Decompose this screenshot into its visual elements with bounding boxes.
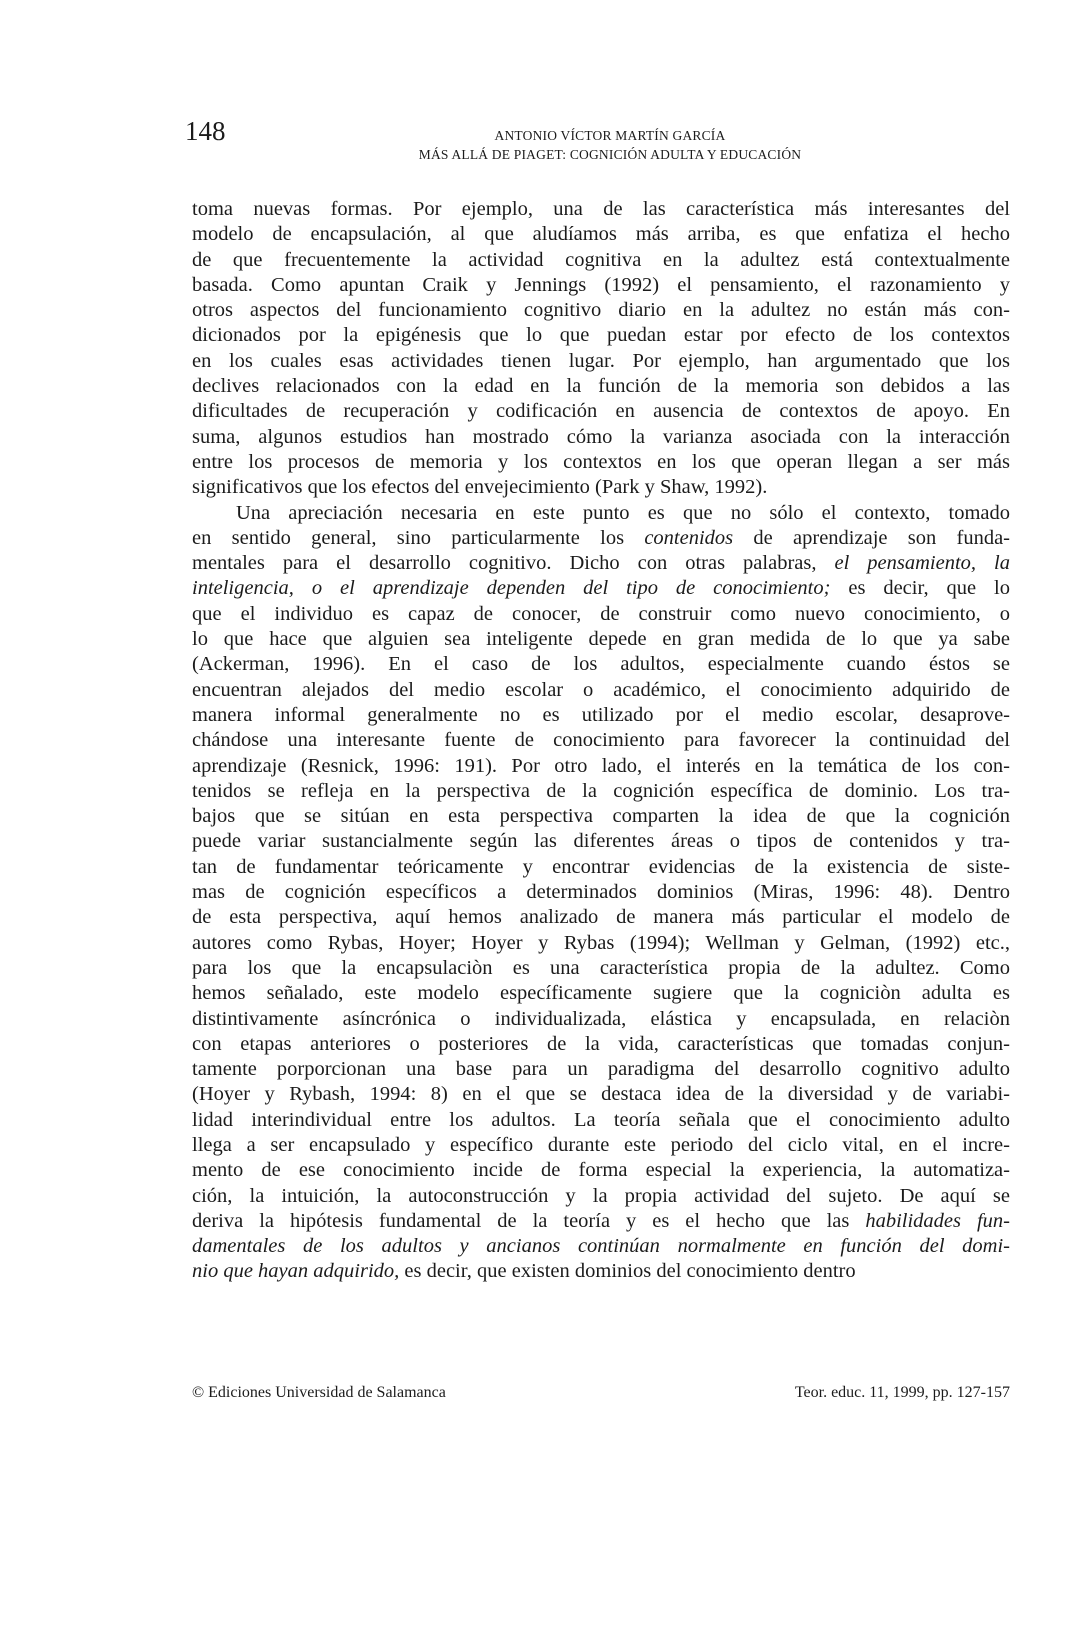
- text-line: [192, 1032, 1010, 1057]
- page-number: 148: [185, 116, 226, 146]
- text-line: [192, 298, 1010, 323]
- footer-publisher: © Ediciones Universidad de Salamanca: [192, 1384, 446, 1401]
- text-segment: significativos que los efectos del envejecimiento (Park y Shaw, 1992).: [192, 476, 768, 499]
- text-segment: es decir, que existen dominios del conocimiento dentro: [399, 1260, 856, 1283]
- text-segment: suma, algunos estudios han mostrado cómo la varianza asociada con la interacción: [192, 425, 1010, 448]
- text-line: [192, 1057, 1010, 1082]
- text-segment: lidad interindividual entre los adultos. La teoría señala que el conocimiento adulto: [192, 1108, 1010, 1131]
- text-line: [192, 678, 1010, 703]
- text-segment: tan de fundamentar teóricamente y encontrar evidencias de la existencia de siste-: [192, 855, 1010, 878]
- text-segment: aprendizaje (Resnick, 1996: 191). Por otro lado, el interés en la temática de los con-: [192, 754, 1010, 777]
- text-line: [192, 248, 1010, 273]
- text-segment: en sentido general, sino particularmente los: [192, 526, 645, 549]
- text-line: [192, 526, 1010, 551]
- text-segment: que el individuo es capaz de conocer, de construir como nuevo conocimiento, o: [192, 602, 1010, 625]
- text-line: [192, 602, 1010, 627]
- text-line: [192, 349, 1010, 374]
- italic-text: inteligencia, o el aprendizaje dependen del tipo de conocimiento;: [192, 577, 831, 600]
- text-segment: ción, la intuición, la autoconstrucción y la propia actividad del sujeto. De aquí se: [192, 1184, 1010, 1207]
- text-segment: bajos que se sitúan en esta perspectiva comparten la idea de que la cognición: [192, 805, 1010, 828]
- italic-text: contenidos: [644, 526, 734, 549]
- text-line: [192, 627, 1010, 652]
- italic-text: damentales de los adultos y ancianos continúan normalmente en función del domi-: [192, 1235, 1010, 1258]
- text-line: [192, 754, 1010, 779]
- text-segment: mas de cognición específicos a determinados dominios (Miras, 1996: 48). Dentro: [192, 881, 1010, 904]
- text-line: [192, 197, 1010, 222]
- italic-text: el pensamiento, la: [834, 552, 1010, 575]
- text-line: [192, 804, 1010, 829]
- text-segment: declives relacionados con la edad en la función de la memoria son debidos a las: [192, 375, 1010, 398]
- text-segment: de aprendizaje son funda-: [733, 526, 1011, 549]
- text-segment: toma nuevas formas. Por ejemplo, una de las característica más interesantes del: [192, 198, 1010, 220]
- text-line: [192, 222, 1010, 247]
- text-segment: entre los procesos de memoria y los contextos en los que operan llegan a ser más: [192, 450, 1010, 473]
- footer-citation: Teor. educ. 11, 1999, pp. 127-157: [794, 1384, 1010, 1401]
- text-line: [192, 931, 1010, 956]
- text-line: [192, 855, 1010, 880]
- text-line: [192, 728, 1010, 753]
- text-line: [192, 1007, 1010, 1032]
- text-segment: mentales para el desarrollo cognitivo. Dicho con otras palabras,: [192, 552, 835, 575]
- text-segment: para los que la encapsulaciòn es una característica propia de la adultez. Como: [192, 956, 1010, 979]
- text-line: [192, 829, 1010, 854]
- text-segment: dificultades de recuperación y codificación en ausencia de contextos de apoyo. En: [192, 400, 1010, 423]
- text-segment: mento de ese conocimiento incide de forma especial la experiencia, la automatiza-: [192, 1159, 1010, 1182]
- text-segment: dicionados por la epigénesis que lo que puedan estar por efecto de los contextos: [192, 324, 1010, 347]
- text-line: [192, 1259, 1010, 1284]
- text-line: [192, 273, 1010, 298]
- text-line: [192, 956, 1010, 981]
- body-text: [192, 197, 1010, 1285]
- text-line: [192, 425, 1010, 450]
- text-segment: hemos señalado, este modelo específicamente sugiere que la cogniciòn adulta es: [192, 982, 1010, 1005]
- text-line: [192, 475, 1010, 500]
- text-line: [192, 1133, 1010, 1158]
- text-line: [192, 1082, 1010, 1107]
- text-line: [192, 1108, 1010, 1133]
- text-segment: (Ackerman, 1996). En el caso de los adultos, especialmente cuando éstos se: [192, 653, 1010, 676]
- text-segment: otros aspectos del funcionamiento cognitivo diario en la adultez no están más con-: [192, 299, 1010, 322]
- text-segment: de esta perspectiva, aquí hemos analizado de manera más particular el modelo de: [192, 906, 1010, 929]
- text-line: [192, 703, 1010, 728]
- text-segment: tenidos se refleja en la perspectiva de la cognición específica de dominio. Los tra-: [192, 779, 1010, 802]
- text-segment: deriva la hipótesis fundamental de la teoría y es el hecho que las: [192, 1209, 866, 1232]
- running-head-author: ANTONIO VÍCTOR MARTÍN GARCÍA: [494, 128, 726, 143]
- text-segment: Una apreciación necesaria en este punto es que no sólo el contexto, tomado: [236, 501, 1010, 524]
- text-line: [192, 374, 1010, 399]
- text-line: [192, 501, 1010, 526]
- text-segment: manera informal generalmente no es utilizado por el medio escolar, desaprove-: [192, 703, 1010, 726]
- running-head-title: MÁS ALLÁ DE PIAGET: COGNICIÓN ADULTA Y EDUCACIÓN: [418, 147, 802, 162]
- text-line: [192, 1158, 1010, 1183]
- text-segment: tamente porporcionan una base para un paradigma del desarrollo cognitivo adulto: [192, 1058, 1010, 1081]
- text-line: [192, 1209, 1010, 1234]
- text-line: [192, 1234, 1010, 1259]
- text-line: [192, 652, 1010, 677]
- text-segment: chándose una interesante fuente de conocimiento para favorecer la continuidad del: [192, 729, 1010, 752]
- text-line: [192, 1184, 1010, 1209]
- text-segment: de que frecuentemente la actividad cognitiva en la adultez está contextualmente: [192, 248, 1010, 271]
- text-segment: (Hoyer y Rybash, 1994: 8) en el que se destaca idea de la diversidad y de variabi-: [192, 1083, 1010, 1106]
- text-segment: es decir, que lo: [830, 577, 1010, 600]
- italic-text: habilidades fun-: [865, 1209, 1010, 1232]
- running-head: [260, 126, 960, 164]
- italic-text: nio que hayan adquirido,: [192, 1260, 400, 1283]
- text-segment: puede variar sustancialmente según las diferentes áreas o tipos de contenidos y tra-: [192, 830, 1010, 853]
- text-line: [192, 399, 1010, 424]
- text-segment: en los cuales esas actividades tienen lugar. Por ejemplo, han argumentado que los: [192, 349, 1010, 372]
- text-segment: autores como Rybas, Hoyer; Hoyer y Rybas (1994); Wellman y Gelman, (1992) etc.,: [192, 931, 1010, 954]
- text-line: [192, 779, 1010, 804]
- text-line: [192, 576, 1010, 601]
- text-segment: modelo de encapsulación, al que aludíamos más arriba, es que enfatiza el hecho: [192, 223, 1010, 246]
- text-line: [192, 880, 1010, 905]
- text-line: [192, 905, 1010, 930]
- text-line: [192, 450, 1010, 475]
- text-line: [192, 323, 1010, 348]
- text-line: [192, 551, 1010, 576]
- text-segment: con etapas anteriores o posteriores de la vida, características que tomadas conjun-: [192, 1032, 1010, 1055]
- text-segment: basada. Como apuntan Craik y Jennings (1992) el pensamiento, el razonamiento y: [192, 273, 1010, 296]
- text-segment: llega a ser encapsulado y específico durante este periodo del ciclo vital, en el incre-: [192, 1133, 1010, 1156]
- text-segment: encuentran alejados del medio escolar o académico, el conocimiento adquirido de: [192, 678, 1010, 701]
- text-segment: lo que hace que alguien sea inteligente depede en gran medida de lo que ya sabe: [192, 628, 1010, 651]
- text-line: [192, 981, 1010, 1006]
- text-segment: distintivamente asíncrónica o individualizada, elástica y encapsulada, en relaciòn: [192, 1007, 1010, 1030]
